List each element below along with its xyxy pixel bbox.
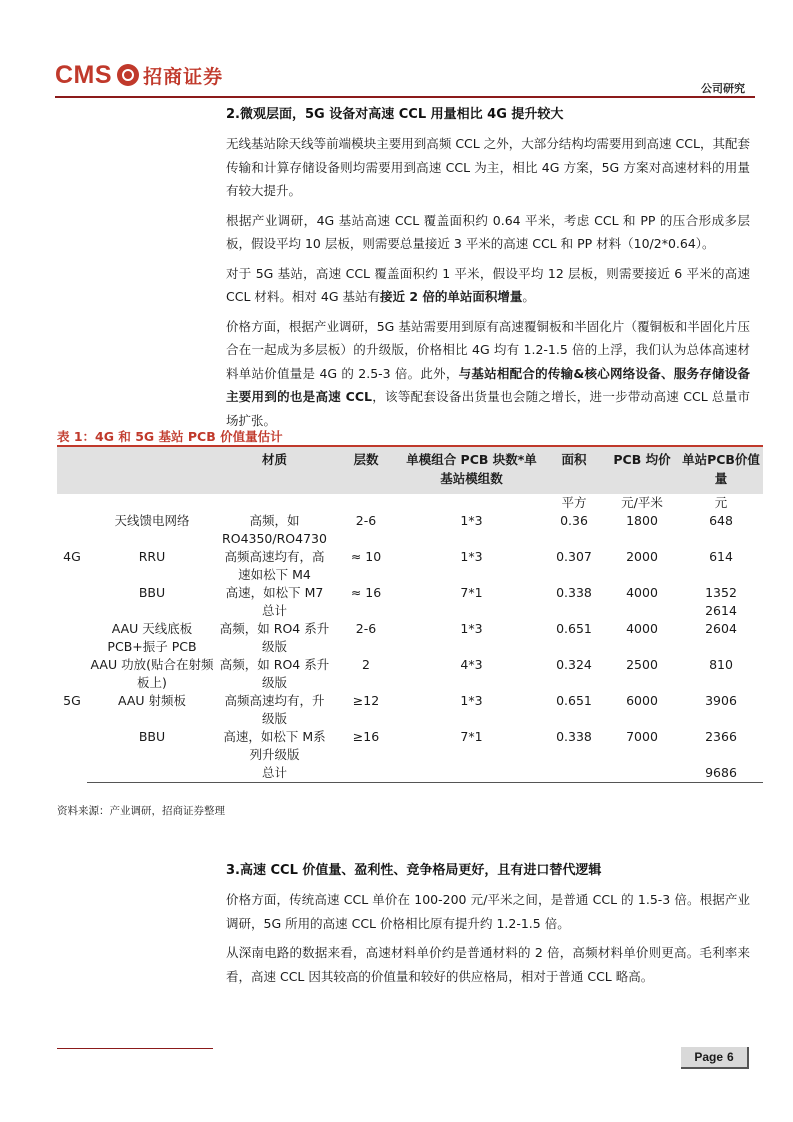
- group-4g-label: 4G: [63, 549, 81, 564]
- row-name: BBU: [138, 729, 166, 744]
- row-layers: 2: [362, 657, 370, 672]
- row-price: 4000: [626, 585, 658, 600]
- header-material: 材质: [261, 452, 287, 467]
- row-price: 1800: [626, 513, 658, 528]
- row-name: 天线馈电网络: [114, 513, 190, 528]
- row-material: 高速，如松下 M7: [225, 585, 324, 600]
- table-row: [57, 548, 763, 584]
- row-area: 0.36: [560, 513, 588, 528]
- row-layers: ≥16: [352, 729, 380, 744]
- company-logo: [55, 58, 223, 92]
- table-source-note: 资料来源：产业调研，招商证券整理: [57, 805, 225, 817]
- paragraph: 根据产业调研，4G 基站高速 CCL 覆盖面积约 0.64 平米，考虑 CCL 和 PP 的压合形成多层板，假设平均 10 层板，则需要总量接近 3 平米的高速 CCL 和 PP 材料（10/2*0.64）。: [226, 212, 750, 251]
- row-material: 高频，如 RO4 系升级版: [219, 657, 330, 690]
- footer-divider: [57, 1048, 213, 1049]
- header-layers: 层数: [353, 452, 379, 467]
- unit-area: 平方: [561, 495, 587, 510]
- row-modules: 1*3: [460, 621, 483, 636]
- total-value: 9686: [679, 764, 763, 783]
- total-label: 总计: [261, 603, 287, 618]
- section-heading: 3.高速 CCL 价值量、盈利性、竞争格局更好，且有进口替代逻辑: [226, 863, 602, 878]
- row-area: 0.338: [556, 585, 592, 600]
- text-run: 对于 5G 基站，高速 CCL 覆盖面积约 1 平米，假设平均 12 层板，则需要接近 6 平米的高速 CCL 材料。相对 4G 基站有: [226, 265, 750, 304]
- group-5g-label: 5G: [63, 693, 81, 709]
- row-name: AAU 射频板: [117, 693, 187, 708]
- row-material: 高频高速均有，升级版: [224, 693, 325, 726]
- row-value: 2604: [705, 621, 737, 636]
- table-title: 表 1：4G 和 5G 基站 PCB 价值量估计: [57, 429, 283, 444]
- row-value: 3906: [705, 693, 737, 708]
- row-layers: 2-6: [355, 621, 377, 636]
- header-cell: [57, 446, 87, 494]
- row-modules: 7*1: [460, 585, 483, 600]
- logo-chinese-text: 招商证券: [143, 65, 224, 88]
- text-run: ，该等配套设备出货量也会随之增长，进一步带动高速 CCL 总量市场扩张。: [226, 389, 750, 428]
- text-run: 。: [522, 289, 535, 304]
- table-row: [57, 620, 763, 656]
- bold-text-run: 与基站相配合的传输&核心网络设备、服务存储设备主要用到的也是高速 CCL: [226, 365, 750, 404]
- total-value: 2614: [705, 603, 737, 618]
- row-area: 0.324: [556, 657, 592, 672]
- row-value: 648: [709, 513, 733, 528]
- text-run: 价格方面，根据产业调研，5G 基站需要用到原有高速覆铜板和半固化片（覆铜板和半固化片压合在一起成为多层板）的升级版，价格相比 4G 均有 1.2-1.5 倍的上浮，我们认为总体高速材料单站价值量是 4G 的 2.5-3 倍。此外，: [226, 318, 750, 381]
- row-name: RRU: [138, 549, 166, 564]
- row-value: 614: [709, 549, 733, 564]
- table-row: [57, 728, 763, 764]
- total-label: 总计: [217, 764, 332, 783]
- pcb-value-table: [57, 445, 763, 783]
- section-micro-level: [226, 104, 750, 438]
- row-name: AAU 功放(贴合在射频板上): [90, 657, 214, 690]
- row-price: 2500: [626, 657, 658, 672]
- unit-value: 元: [714, 495, 728, 510]
- bold-text-run: 接近 2 倍的单站面积增量: [379, 289, 523, 304]
- row-name: BBU: [138, 585, 166, 600]
- row-material: 高频高速均有，高速如松下 M4: [224, 549, 325, 582]
- row-modules: 1*3: [460, 693, 483, 708]
- page-number: 6: [727, 1050, 734, 1064]
- row-layers: ≈ 16: [350, 585, 382, 600]
- row-area: 0.651: [556, 621, 592, 636]
- table-row: [57, 512, 763, 548]
- header-station-value: 单站PCB价值量: [682, 452, 760, 486]
- row-material: 高速，如松下 M系列升级版: [223, 729, 326, 762]
- row-layers: ≥12: [352, 693, 380, 708]
- row-price: 6000: [626, 693, 658, 708]
- row-modules: 1*3: [460, 549, 483, 564]
- page-label: Page: [694, 1050, 723, 1064]
- paragraph: [226, 315, 750, 433]
- row-value: 1352: [705, 585, 737, 600]
- total-row-4g: [57, 602, 763, 620]
- row-layers: ≈ 10: [350, 549, 382, 564]
- row-area: 0.651: [556, 693, 592, 708]
- row-price: 7000: [626, 729, 658, 744]
- table-row: [57, 584, 763, 602]
- row-modules: 4*3: [460, 657, 483, 672]
- row-value: 2366: [705, 729, 737, 744]
- section-heading: 2.微观层面，5G 设备对高速 CCL 用量相比 4G 提升较大: [226, 107, 564, 122]
- row-price: 4000: [626, 621, 658, 636]
- header-pcb-price: PCB 均价: [613, 452, 671, 467]
- document-type-label: 公司研究: [701, 82, 745, 95]
- header-cell: [87, 446, 217, 494]
- row-name: AAU 天线底板PCB+振子 PCB: [107, 621, 197, 654]
- section-value-profitability: [226, 860, 750, 994]
- row-material: 高频，如RO4350/RO4730: [222, 513, 327, 546]
- row-value: 810: [709, 657, 733, 672]
- header-modules: 单模组合 PCB 块数*单基站模组数: [406, 452, 537, 486]
- table-row: [57, 656, 763, 692]
- total-row-5g: [57, 764, 763, 783]
- row-area: 0.338: [556, 729, 592, 744]
- units-row: [57, 494, 763, 512]
- row-modules: 1*3: [460, 513, 483, 528]
- header-area: 面积: [561, 452, 587, 467]
- row-area: 0.307: [556, 549, 592, 564]
- table-header-row: [57, 446, 763, 494]
- paragraph: 从深南电路的数据来看，高速材料单价约是普通材料的 2 倍，高频材料单价则更高。毛利率来看，高速 CCL 因其较高的价值量和较好的供应格局，相对于普通 CCL 略高。: [226, 945, 750, 984]
- paragraph: 无线基站除天线等前端模块主要用到高频 CCL 之外，大部分结构均需要用到高速 CCL，其配套传输和计算存储设备则均需要用到高速 CCL 为主，相比 4G 方案，5G 方案对高速材料的用量有较大提升。: [226, 136, 750, 198]
- row-modules: 7*1: [460, 729, 483, 744]
- table-row: [57, 692, 763, 728]
- logo-cms-text: CMS: [55, 60, 113, 89]
- header-divider: [55, 96, 755, 98]
- page-number-box: [681, 1047, 749, 1069]
- logo-emblem-icon: [117, 64, 139, 86]
- row-layers: 2-6: [355, 513, 377, 528]
- paragraph: 价格方面，传统高速 CCL 单价在 100-200 元/平米之间，是普通 CCL 的 1.5-3 倍。根据产业调研，5G 所用的高速 CCL 价格相比原有提升约 1.2-1.5 倍。: [226, 892, 750, 931]
- unit-price: 元/平米: [621, 495, 663, 510]
- row-material: 高频，如 RO4 系升级版: [219, 621, 330, 654]
- row-price: 2000: [626, 549, 658, 564]
- paragraph: [226, 262, 750, 309]
